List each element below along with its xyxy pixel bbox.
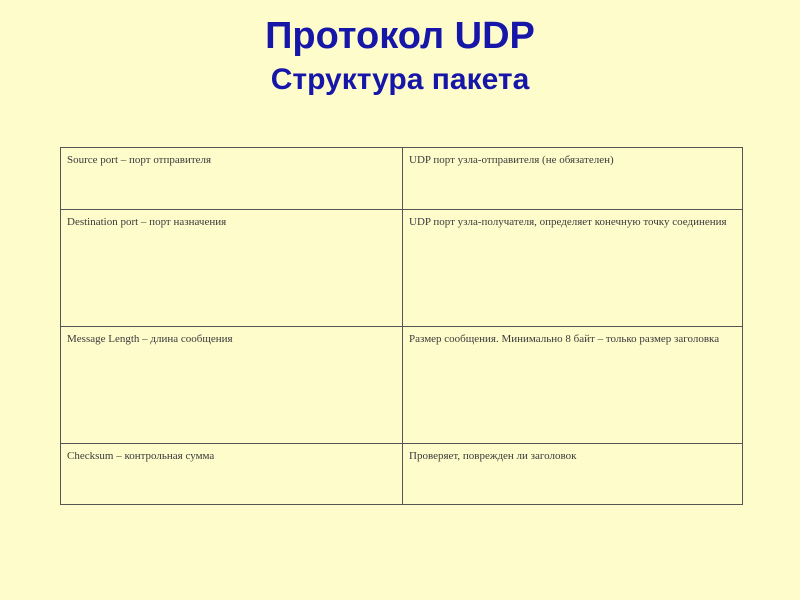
table-cell-description: Размер сообщения. Минимально 8 байт – только размер заголовка: [403, 327, 743, 444]
table-row-destination-port: [61, 210, 743, 327]
slide-title: Протокол UDP: [265, 15, 535, 57]
table-cell-field: Source port – порт отправителя: [61, 148, 403, 210]
table-cell-description: UDP порт узла-отправителя (не обязателен): [403, 148, 743, 210]
table-cell-field: Message Length – длина сообщения: [61, 327, 403, 444]
udp-packet-structure-table: [60, 147, 743, 505]
table-cell-description: UDP порт узла-получателя, определяет конечную точку соединения: [403, 210, 743, 327]
table-row-source-port: [61, 148, 743, 210]
table-cell-field: Checksum – контрольная сумма: [61, 444, 403, 505]
table-row-message-length: [61, 327, 743, 444]
table-row-checksum: [61, 444, 743, 505]
table-cell-field: Destination port – порт назначения: [61, 210, 403, 327]
table-cell-description: Проверяет, поврежден ли заголовок: [403, 444, 743, 505]
slide-subtitle: Структура пакета: [270, 63, 530, 96]
